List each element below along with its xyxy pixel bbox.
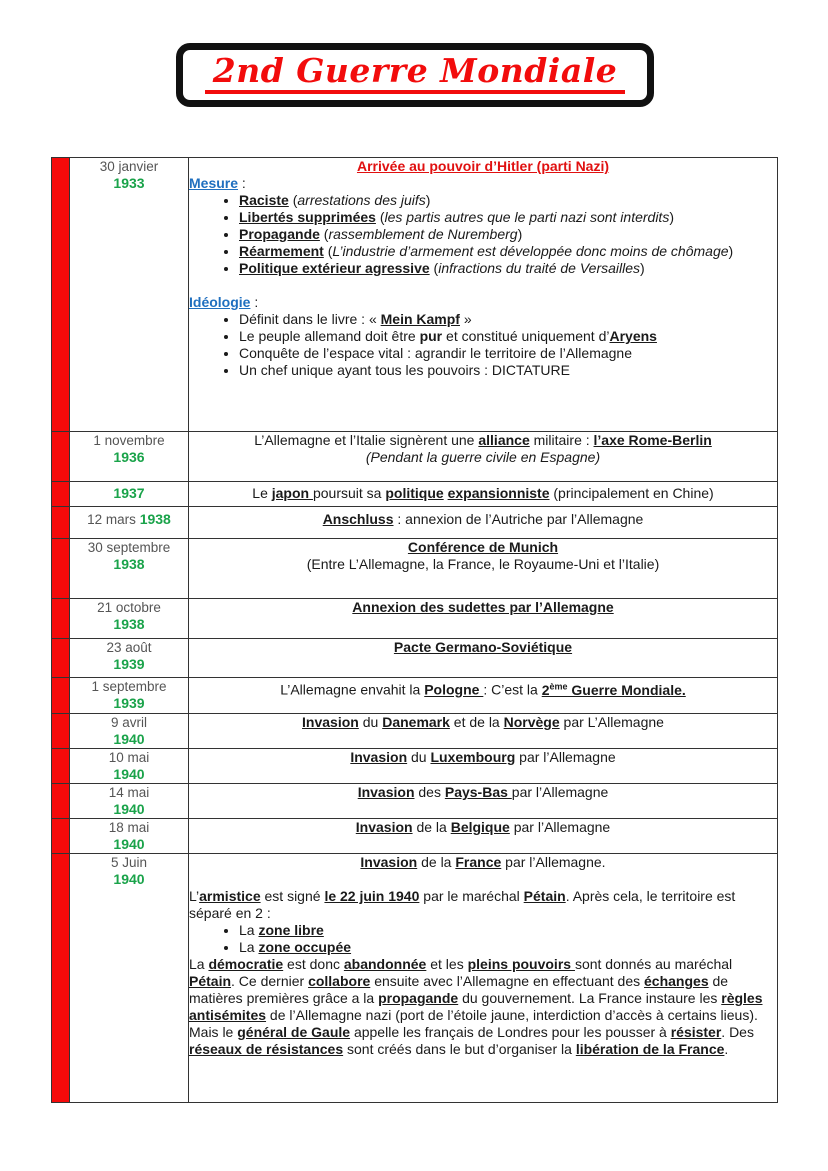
date-day: 1 septembre [91,679,167,694]
section-label-mesure: Mesure [189,175,239,191]
date-day: 1 novembre [93,433,165,448]
event-heading: Pacte Germano-Soviétique [393,639,573,655]
list-item: • Libertés supprimées (les partis autres que le parti nazi sont interdits) [239,209,777,226]
event-cell: L’Allemagne envahit la Pologne : C’est la 2ème Guerre Mondiale. [189,678,778,714]
side-bar [52,749,70,784]
date-year: 1938 [139,511,171,527]
date-cell [70,819,189,854]
date-day: 18 mai [108,820,150,835]
zones-list [189,922,777,956]
date-cell [70,854,189,1103]
date-cell [70,678,189,714]
date-cell [70,507,189,539]
table-row [52,678,778,714]
event-heading: Conférence de Munich [407,539,559,555]
event-subtext: (Pendant la guerre civile en Espagne) [365,449,601,465]
date-year: 1938 [113,556,145,572]
date-year: 1937 [113,485,145,501]
date-day: 14 mai [108,785,150,800]
list-item: • Définit dans le livre : « Mein Kampf » [239,311,777,328]
table-row [52,714,778,749]
side-bar [52,158,70,432]
table-row [52,482,778,507]
event-cell: Invasion du Danemark et de la Norvège par L’Allemagne [189,714,778,749]
side-bar [52,784,70,819]
side-bar [52,539,70,599]
date-day: 5 Juin [110,855,148,870]
event-heading: Arrivée au pouvoir d’Hitler (parti Nazi) [356,158,610,174]
section-label-ideologie: Idéologie [189,294,251,310]
side-bar [52,432,70,482]
title-banner [176,43,654,107]
date-cell [70,599,189,639]
date-cell [70,784,189,819]
event-cell: Anschluss : annexion de l’Autriche par l’Allemagne [189,507,778,539]
table-row [52,639,778,678]
table-row [52,158,778,432]
timeline-table [51,157,778,1103]
date-cell [70,714,189,749]
date-day: 30 janvier [99,159,159,174]
list-item: • Un chef unique ayant tous les pouvoirs : DICTATURE [239,362,777,379]
date-cell [70,539,189,599]
date-year: 1939 [113,695,145,711]
event-cell: L’Allemagne et l’Italie signèrent une alliance militaire : l’axe Rome-Berlin (Pendant la guerre civile en Espagne) [189,432,778,482]
table-row [52,599,778,639]
event-cell [189,639,778,678]
side-bar [52,678,70,714]
table-row [52,539,778,599]
date-year: 1940 [113,731,145,747]
event-subtext: (Entre L’Allemagne, la France, le Royaume-Uni et l’Italie) [306,556,660,572]
side-bar [52,639,70,678]
table-row [52,507,778,539]
mesure-list [189,192,777,277]
date-cell [70,158,189,432]
date-day: 9 avril [110,715,147,730]
event-cell [189,539,778,599]
date-year: 1940 [113,871,145,887]
event-heading: Annexion des sudettes par l’Allemagne [352,599,614,615]
vichy-paragraph: La démocratie est donc abandonnée et les pleins pouvoirs sont donnés au maréchal Pétain. Ce dernier collabore ensuite avec l’Allemagne en effectuant des échanges de matières premières grâce a la propagande du gouvernement. La France instaure les règles antisémites de l’Allemagne nazi (port de l’étoile jaune, interdiction d’accès à certains lieus). Mais le général de Gaule appelle les français de Londres pour les pousser à résister. Des réseaux de résistances sont créés dans le but d’organiser la libération de la France. [189,956,763,1057]
event-cell: Invasion du Luxembourg par l’Allemagne [189,749,778,784]
page-title: 2nd Guerre Mondiale [205,52,626,94]
side-bar [52,599,70,639]
list-item: • La zone occupée [239,939,777,956]
list-item: • Réarmement (L’industrie d’armement est développée donc moins de chômage) [239,243,777,260]
date-cell [70,482,189,507]
side-bar [52,507,70,539]
table-row [52,854,778,1103]
date-year: 1936 [113,449,145,465]
date-cell [70,432,189,482]
side-bar [52,482,70,507]
side-bar [52,854,70,1103]
ideologie-list [189,311,777,379]
date-year: 1940 [113,836,145,852]
event-cell: Arrivée au pouvoir d’Hitler (parti Nazi) Mesure : • Raciste (arrestations des juifs) • Libertés supprimées (les partis autres que le parti nazi sont interdits) • Propagande (rassemblement de Nuremberg) • Réarmement (L’industrie d’armement est développée donc moins de chômage) • Politique extérieur agressive (infractions du traité de Versailles) Idéologie : • Définit dans le livre : « Mein Kampf » • Le peuple allemand doit être pur et constitué uniquement d’Aryens • Conquête de l’espace vital : agrandir le territoire de l’Allemagne • Un chef unique ayant tous les pouvoirs : DICTATURE [189,158,778,432]
date-day: 23 août [106,640,152,655]
date-year: 1940 [113,801,145,817]
list-item: • Conquête de l’espace vital : agrandir le territoire de l’Allemagne [239,345,777,362]
event-cell: Le japon poursuit sa politique expansionniste (principalement en Chine) [189,482,778,507]
side-bar [52,714,70,749]
date-day: 30 septembre [87,540,171,555]
date-cell [70,749,189,784]
table-row [52,784,778,819]
list-item: • La zone libre [239,922,777,939]
date-year: 1938 [113,616,145,632]
table-row [52,749,778,784]
table-row [52,819,778,854]
list-item: • Raciste (arrestations des juifs) [239,192,777,209]
event-cell: Invasion de la France par l’Allemagne. L’armistice est signé le 22 juin 1940 par le maréchal Pétain. Après cela, le territoire est séparé en 2 : • La zone libre • La zone occupée La démocratie est donc abandonnée et les pleins pouvoirs sont donnés au maréchal Pétain. Ce dernier collabore ensuite avec l’Allemagne en effectuant des échanges de matières premières grâce a la propagande du gouvernement. La France instaure les règles antisémites de l’Allemagne nazi (port de l’étoile jaune, interdiction d’accès à certains lieus). Mais le général de Gaule appelle les français de Londres pour les pousser à résister. Des réseaux de résistances sont créés dans le but d’organiser la libération de la France. [189,854,778,1103]
date-day: 10 mai [108,750,150,765]
date-year: 1933 [113,175,145,191]
date-day: 12 mars [87,512,140,527]
date-year: 1940 [113,766,145,782]
date-cell [70,639,189,678]
armistice-paragraph: L’armistice est signé le 22 juin 1940 par le maréchal Pétain. Après cela, le territoire est séparé en 2 : [189,888,736,921]
event-cell [189,599,778,639]
event-cell: Invasion de la Belgique par l’Allemagne [189,819,778,854]
side-bar [52,819,70,854]
list-item: • Le peuple allemand doit être pur et constitué uniquement d’Aryens [239,328,777,345]
table-row [52,432,778,482]
list-item: • Propagande (rassemblement de Nuremberg) [239,226,777,243]
date-day: 21 octobre [97,600,161,615]
list-item: • Politique extérieur agressive (infractions du traité de Versailles) [239,260,777,277]
date-year: 1939 [113,656,145,672]
event-cell: Invasion des Pays-Bas par l’Allemagne [189,784,778,819]
